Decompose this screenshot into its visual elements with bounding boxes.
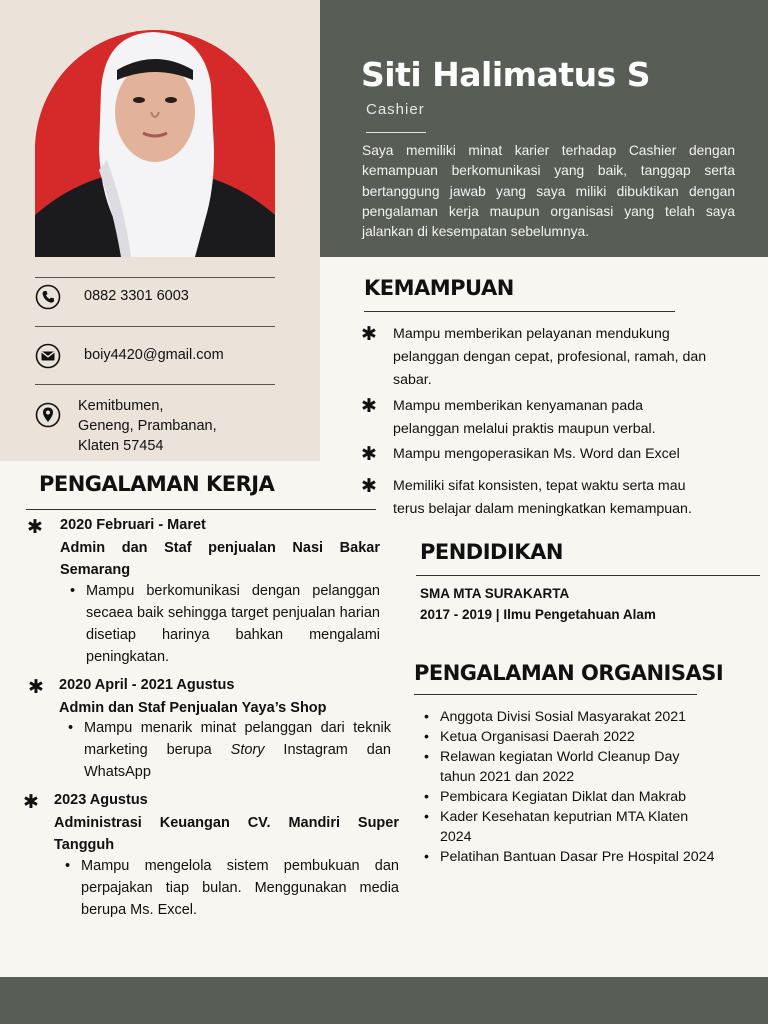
skill-item: Memiliki sifat konsisten, tepat waktu serta mau terus belajar dalam meningkatkan kemampuan. xyxy=(393,478,692,517)
asterisk-icon: ✱ xyxy=(361,323,377,345)
contact-divider xyxy=(35,384,275,385)
address-line: Kemitbumen, xyxy=(78,398,164,414)
experience-title: PENGALAMAN KERJA xyxy=(39,472,275,496)
skill-item: Mampu memberikan pelayanan mendukung pelanggan dengan cepat, profesional, ramah, dan sabar. xyxy=(393,326,707,388)
profile-photo xyxy=(35,30,275,257)
experience-bullet: • Mampu mengelola sistem pembukuan dan perpajakan tiap bulan. Menggunakan media berupa Ms. Excel. xyxy=(59,855,399,921)
skills-rule xyxy=(364,311,675,312)
organization-title: PENGALAMAN ORGANISASI xyxy=(414,661,724,685)
education-detail: 2017 - 2019 | Ilmu Pengetahuan Alam xyxy=(420,607,656,622)
experience-date: 2023 Agustus xyxy=(54,792,148,808)
organization-rule xyxy=(414,694,697,695)
experience-bullet: • Mampu berkomunikasi dengan pelanggan secaea baik sehingga target penjualan harian disetiap harinya bahkan mengalami peningkatan. xyxy=(64,580,380,668)
email-address: boiy4420@gmail.com xyxy=(84,347,224,363)
education-rule xyxy=(416,575,760,576)
role-divider xyxy=(366,132,426,133)
contact-divider xyxy=(35,326,275,327)
skills-title: KEMAMPUAN xyxy=(364,276,514,300)
experience-bullet-italic: Story xyxy=(230,742,265,758)
asterisk-icon: ✱ xyxy=(27,516,43,538)
phone-icon xyxy=(35,284,61,310)
profile-summary: Saya memiliki minat karier terhadap Cashier dengan kemampuan berkomunikasi yang baik, tanggap serta bertanggung jawab yang saya miliki dibuktikan dengan pengalaman kerja maupun organisasi yang telah saya jalankan di kesempatan sebelumnya. xyxy=(362,143,735,240)
organization-item: • Anggota Divisi Sosial Masyarakat 2021 xyxy=(418,707,718,727)
asterisk-icon: ✱ xyxy=(28,676,44,698)
skill-item: Mampu mengoperasikan Ms. Word dan Excel xyxy=(393,446,680,462)
skill-item: Mampu memberikan kenyamanan pada pelanggan melalui praktis maupun verbal. xyxy=(393,398,656,437)
experience-position: Admin dan Staf penjualan Nasi Bakar Semarang xyxy=(60,540,380,578)
mail-icon xyxy=(35,343,61,369)
experience-date: 2020 April - 2021 Agustus xyxy=(59,677,235,693)
asterisk-icon: ✱ xyxy=(361,475,377,497)
phone-number: 0882 3301 6003 xyxy=(84,288,189,304)
candidate-name: Siti Halimatus S xyxy=(361,55,650,94)
organization-list xyxy=(418,707,718,867)
contact-divider xyxy=(35,277,275,278)
experience-bullet-text: Instagram dan WhatsApp xyxy=(84,742,391,780)
experience-position: Administrasi Keuangan CV. Mandiri Super Tangguh xyxy=(54,815,399,853)
asterisk-icon: ✱ xyxy=(361,443,377,465)
education-title: PENDIDIKAN xyxy=(420,540,563,564)
asterisk-icon: ✱ xyxy=(361,395,377,417)
organization-item: • Relawan kegiatan World Cleanup Day tahun 2021 dan 2022 xyxy=(418,747,718,787)
experience-date: 2020 Februari - Maret xyxy=(60,517,206,533)
address-line: Klaten 57454 xyxy=(78,438,164,454)
footer-band xyxy=(0,977,768,1024)
candidate-role: Cashier xyxy=(366,101,425,118)
location-pin-icon xyxy=(35,402,61,428)
organization-item: • Kader Kesehatan keputrian MTA Klaten 2024 xyxy=(418,807,718,847)
experience-bullet xyxy=(62,717,391,783)
organization-item: • Ketua Organisasi Daerah 2022 xyxy=(418,727,718,747)
experience-bullet-text: Mampu menarik minat pelanggan dari teknik marketing berupa xyxy=(84,720,391,758)
address-line: Geneng, Prambanan, xyxy=(78,418,217,434)
experience-position: Admin dan Staf Penjualan Yaya’s Shop xyxy=(59,700,327,716)
organization-item: • Pembicara Kegiatan Diklat dan Makrab xyxy=(418,787,718,807)
asterisk-icon: ✱ xyxy=(23,791,39,813)
experience-rule xyxy=(26,509,376,510)
organization-item: • Pelatihan Bantuan Dasar Pre Hospital 2024 xyxy=(418,847,718,867)
address xyxy=(78,396,217,456)
education-school: SMA MTA SURAKARTA xyxy=(420,586,570,601)
